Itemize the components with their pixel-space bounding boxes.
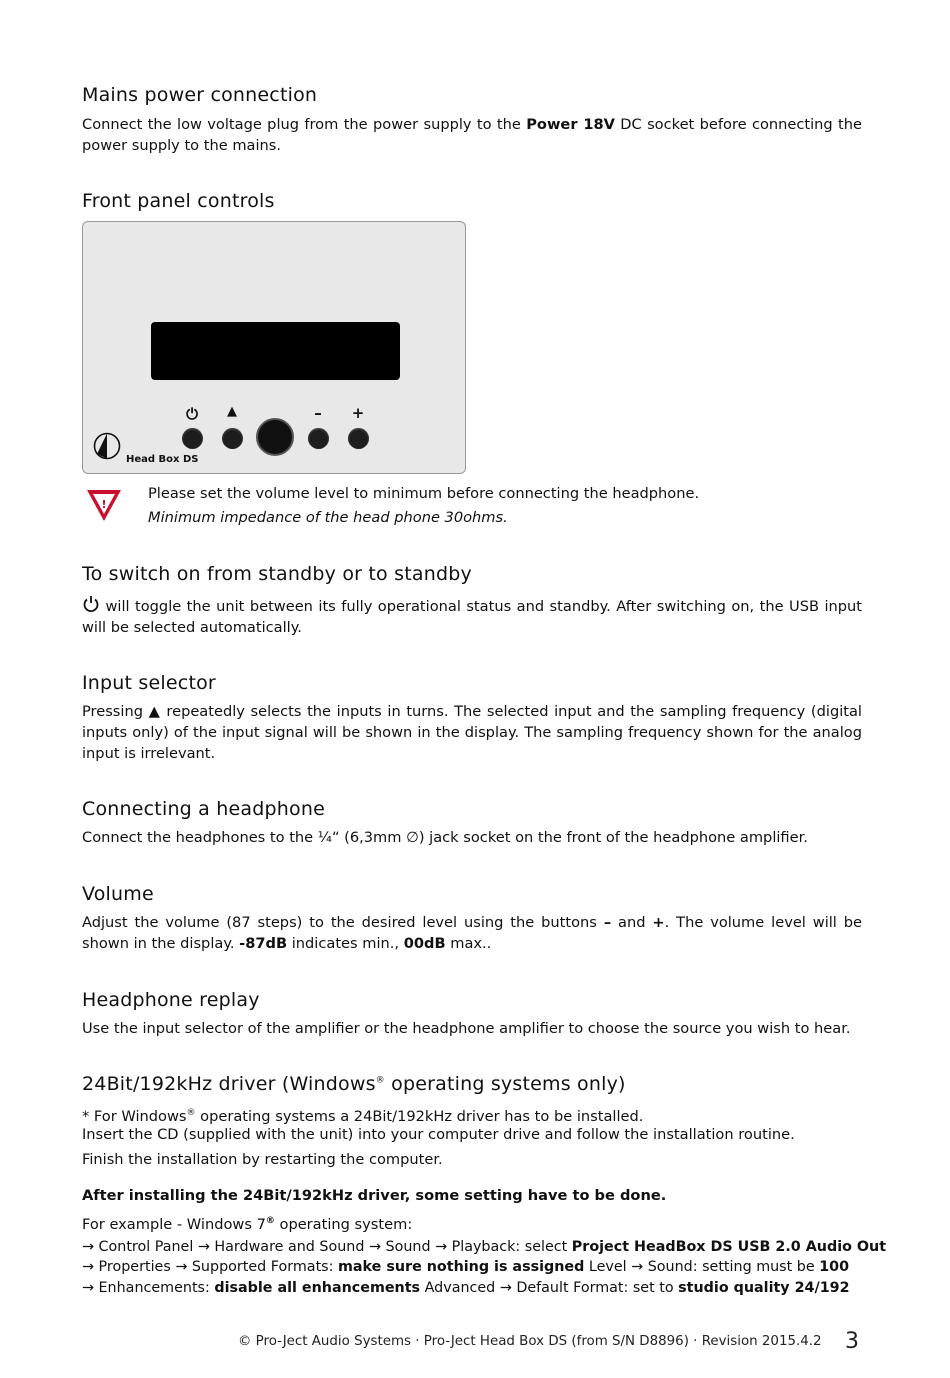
text-run: Default Format: set to <box>511 1280 679 1296</box>
power-symbol-icon: ⏻ <box>186 405 198 423</box>
standby-text <box>82 595 862 638</box>
text-run: operating systems a 24Bit/192kHz driver has to be installed. <box>195 1107 644 1125</box>
input-selector-text <box>82 701 862 764</box>
front-panel-illustration <box>82 221 466 474</box>
text-run: Connect the low voltage plug from the power supply to the <box>82 116 527 133</box>
heading-input-selector: Input selector <box>82 672 216 694</box>
brand-label: Head Box DS <box>126 454 199 465</box>
page-number: 3 <box>845 1329 859 1354</box>
bold-value: 100 <box>819 1259 850 1275</box>
max-level: 00dB <box>403 935 446 952</box>
warning-triangle-icon <box>85 488 123 524</box>
settings-step-2 <box>82 1257 849 1278</box>
text-run: 24Bit/192kHz driver (Windows <box>82 1073 376 1095</box>
power-icon <box>82 595 100 613</box>
arrow-icon: → <box>82 1239 94 1255</box>
settings-step-3 <box>82 1278 850 1299</box>
text-run: indicates min., <box>287 935 404 952</box>
input-button <box>222 428 243 449</box>
input-arrow-icon: ▲ <box>148 703 161 720</box>
text-run: * For Windows <box>82 1107 187 1125</box>
mains-power-text <box>82 114 862 156</box>
text-run: Hardware and Sound <box>209 1239 369 1255</box>
text-run: DC socket before connecting the power supply to the mains. <box>82 116 863 154</box>
text-run: Adjust the volume (87 steps) to the desired level using the buttons <box>82 914 604 931</box>
arrow-icon: → <box>631 1259 644 1275</box>
plus-symbol-icon: + <box>351 404 365 422</box>
text-run: operating system: <box>274 1215 413 1233</box>
volume-down-button <box>308 428 329 449</box>
power-button <box>182 428 203 449</box>
text-run: and <box>611 914 653 931</box>
text-run: Enhancements: <box>93 1280 215 1296</box>
arrow-icon: → <box>82 1259 94 1275</box>
registered-mark: ® <box>375 1075 385 1086</box>
arrow-icon: → <box>499 1280 512 1296</box>
bold-instruction: disable all enhancements <box>214 1280 421 1296</box>
text-run: Advanced <box>420 1280 500 1296</box>
heading-mains-power: Mains power connection <box>82 84 318 106</box>
heading-driver <box>82 1073 626 1095</box>
registered-mark: ® <box>186 1108 196 1118</box>
project-logo-icon <box>93 432 121 460</box>
text-run: Level <box>584 1259 632 1275</box>
footer-text: © Pro-Ject Audio Systems · Pro-Ject Head Box DS (from S/N D8896) · Revision 2015.4.2 <box>238 1334 822 1349</box>
arrow-icon: → <box>197 1239 210 1255</box>
arrow-icon: → <box>435 1239 448 1255</box>
arrow-icon: → <box>175 1259 188 1275</box>
text-run: operating systems only) <box>384 1073 626 1095</box>
min-level: -87dB <box>239 935 288 952</box>
text-run: Sound <box>380 1239 436 1255</box>
text-run: For example - Windows 7 <box>82 1215 266 1233</box>
input-symbol-icon: ▲ <box>227 404 237 419</box>
registered-mark: ® <box>265 1216 275 1226</box>
text-run: . The volume level will be shown in the display. <box>82 914 863 952</box>
text-run: will toggle the unit between its fully operational status and standby. After switching on, the USB input will be selected automatically. <box>82 598 862 636</box>
heading-standby: To switch on from standby or to standby <box>82 563 472 585</box>
bold-value: studio quality 24/192 <box>678 1280 850 1296</box>
settings-note: After installing the 24Bit/192kHz driver, some setting have to be done. <box>82 1187 667 1204</box>
impedance-note: Minimum impedance of the head phone 30ohms. <box>148 509 508 526</box>
settings-step-1 <box>82 1237 886 1258</box>
text-run: max.. <box>445 935 492 952</box>
device-name: Project HeadBox DS USB 2.0 Audio Out <box>571 1239 887 1255</box>
headphone-text: Connect the headphones to the ¼“ (6,3mm ∅) jack socket on the front of the headphone amplifier. <box>82 829 808 846</box>
minus-symbol-icon: – <box>314 404 322 422</box>
headphone-jack <box>256 418 294 456</box>
example-line <box>82 1211 412 1235</box>
heading-volume: Volume <box>82 883 154 905</box>
volume-text <box>82 912 862 954</box>
bold-instruction: make sure nothing is assigned <box>337 1259 585 1275</box>
replay-text: Use the input selector of the amplifier or the headphone amplifier to choose the source you wish to hear. <box>82 1020 851 1037</box>
volume-up-button <box>348 428 369 449</box>
text-run: Supported Formats: <box>187 1259 338 1275</box>
heading-front-panel: Front panel controls <box>82 190 275 212</box>
text-run: Control Panel <box>93 1239 198 1255</box>
text-run: Pressing <box>82 703 149 720</box>
svg-text:!: ! <box>101 498 107 511</box>
text-run: repeatedly selects the inputs in turns. The selected input and the sampling frequency (digital inputs only) of the input signal will be shown in the display. The sampling frequency shown for the analog input is irrelevant. <box>82 703 862 762</box>
text-run: Sound: setting must be <box>643 1259 820 1275</box>
heading-headphone-replay: Headphone replay <box>82 989 260 1011</box>
driver-line-3: Finish the installation by restarting the computer. <box>82 1151 443 1168</box>
power-18v-label: Power 18V <box>526 116 615 133</box>
plus-symbol: + <box>652 914 665 931</box>
text-run: Properties <box>93 1259 176 1275</box>
warning-text: Please set the volume level to minimum before connecting the headphone. <box>148 485 700 502</box>
display-screen <box>151 322 400 380</box>
driver-line-2: Insert the CD (supplied with the unit) into your computer drive and follow the installation routine. <box>82 1126 795 1143</box>
arrow-icon: → <box>82 1280 94 1296</box>
heading-connecting-headphone: Connecting a headphone <box>82 798 325 820</box>
arrow-icon: → <box>368 1239 381 1255</box>
text-run: Playback: select <box>447 1239 572 1255</box>
minus-symbol: – <box>603 914 612 931</box>
